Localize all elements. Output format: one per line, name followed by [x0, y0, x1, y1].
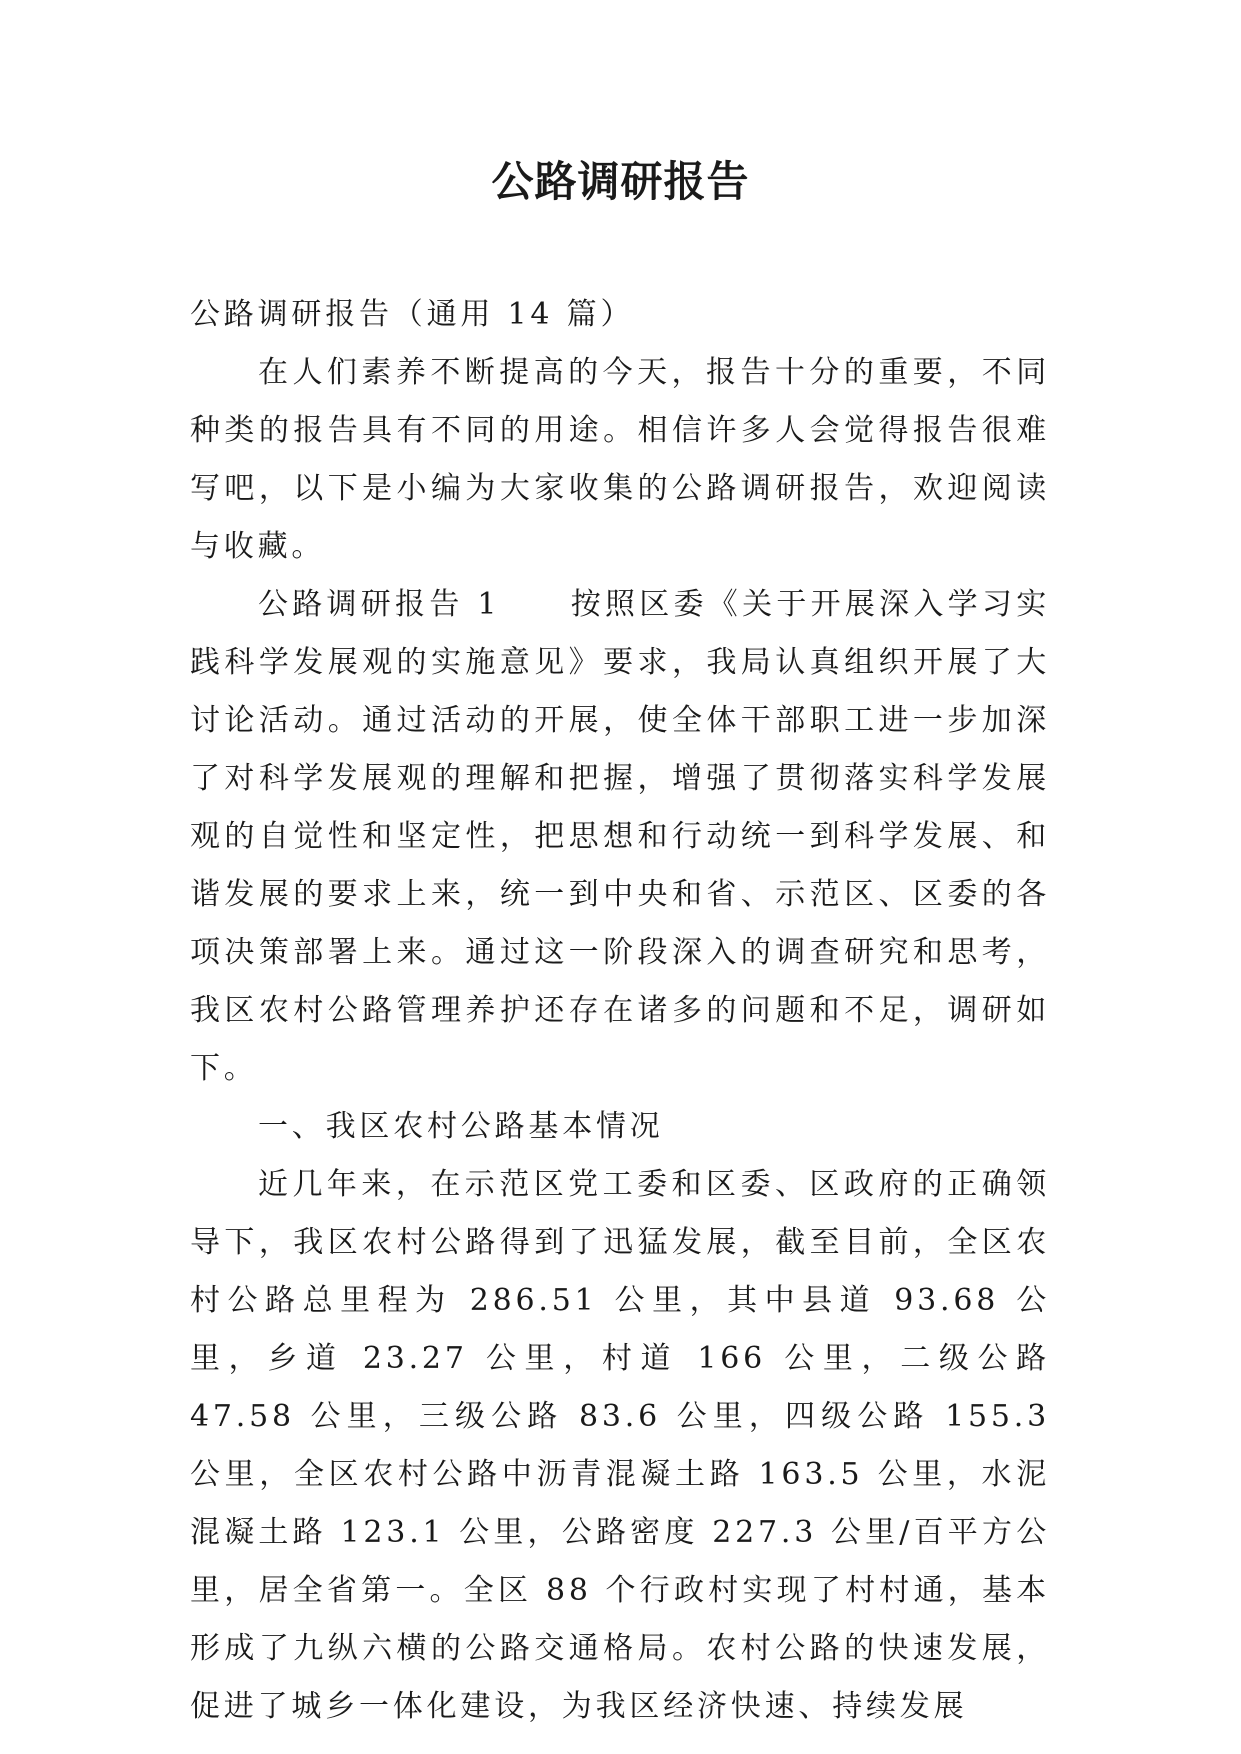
document-subtitle: 公路调研报告（通用 14 篇）	[190, 297, 635, 332]
report1-label: 公路调研报告 1	[258, 587, 501, 622]
section1-paragraph: 近几年来，在示范区党工委和区委、区政府的正确领导下，我区农村公路得到了迅猛发展，截至目前，全区农村公路总里程为 286.51 公里，其中县道 93.68 公里，乡道 23.27 公里，村道 166 公里，二级公路 47.58 公里，三级公路 83.6 公里，四级公路 155.3 公里，全区农村公路中沥青混凝土路 163.5 公里，水泥混凝土路 123.1 公里，公路密度 227.3 公里/百平方公里，居全省第一。全区 88 个行政村实现了村村通，基本形成了九纵六横的公路交通格局。农村公路的快速发展，促进了城乡一体化建设，为我区经济快速、持续发展	[190, 1167, 1050, 1724]
intro-paragraph: 在人们素养不断提高的今天，报告十分的重要，不同种类的报告具有不同的用途。相信许多人会觉得报告很难写吧，以下是小编为大家收集的公路调研报告，欢迎阅读与收藏。	[190, 355, 1050, 564]
document-body	[190, 286, 1050, 1736]
section1-heading: 一、我区农村公路基本情况	[258, 1109, 664, 1144]
report1-text: 按照区委《关于开展深入学习实践科学发展观的实施意见》要求，我局认真组织开展了大讨论活动。通过活动的开展，使全体干部职工进一步加深了对科学发展观的理解和把握，增强了贯彻落实科学发展观的自觉性和坚定性，把思想和行动统一到科学发展、和谐发展的要求上来，统一到中央和省、示范区、区委的各项决策部署上来。通过这一阶段深入的调查研究和思考，我区农村公路管理养护还存在诸多的问题和不足，调研如下。	[190, 587, 1050, 1086]
document-title: 公路调研报告	[491, 157, 750, 206]
report1-paragraph	[190, 576, 1050, 1098]
